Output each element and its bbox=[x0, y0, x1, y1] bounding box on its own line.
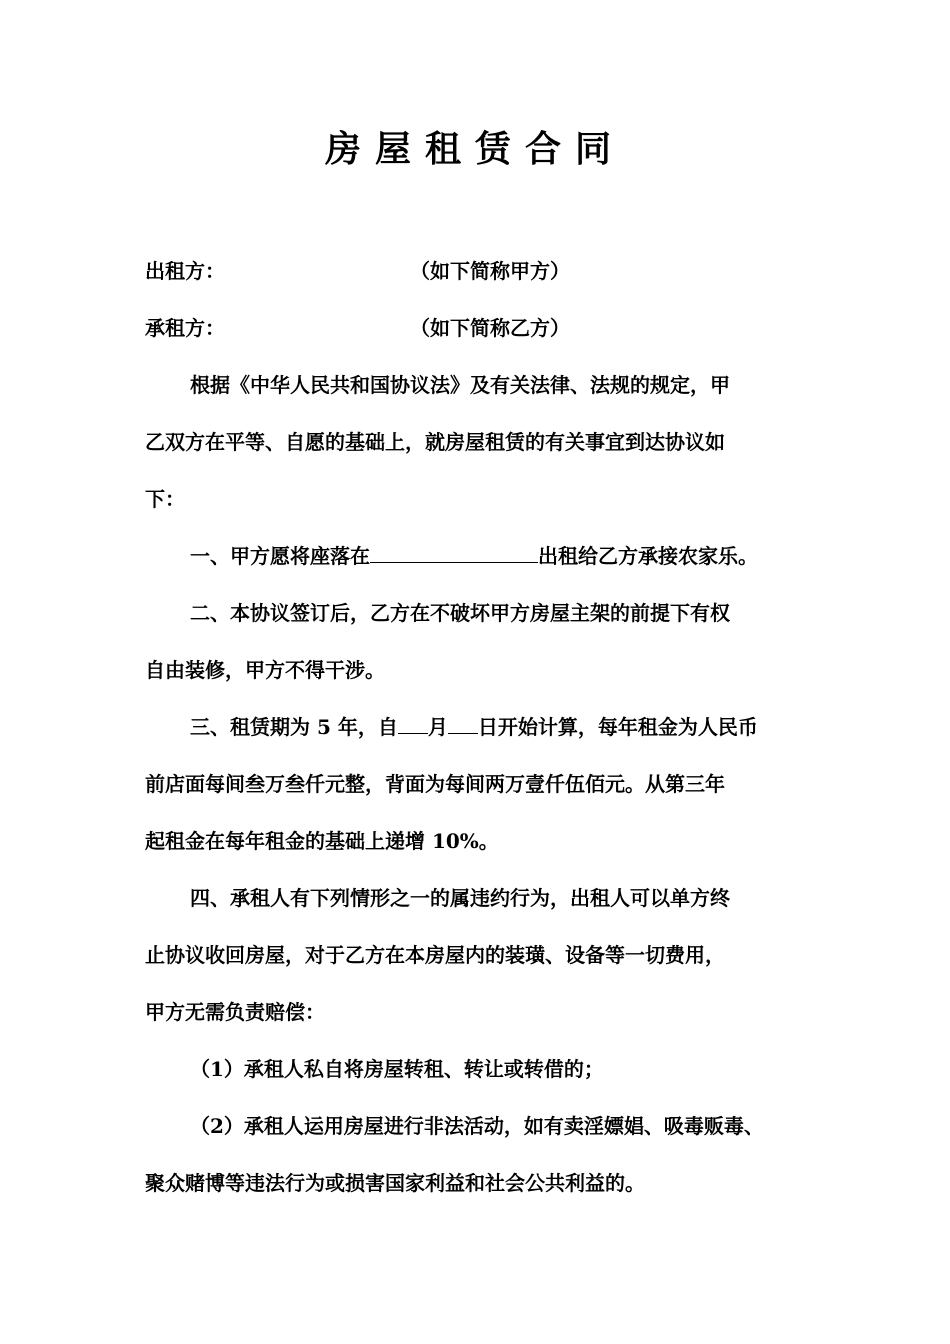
clause-1-before: 一、甲方愿将座落在 bbox=[190, 544, 370, 568]
intro-line-3: 下： bbox=[145, 487, 185, 511]
location-blank bbox=[370, 542, 538, 563]
clause-4-line-1: 四、承租人有下列情形之一的属违约行为，出租人可以单方终 bbox=[190, 886, 730, 910]
lessor-label: 出租方： bbox=[145, 259, 225, 283]
clause-2-line-1: 二、本协议签订后，乙方在不破坏甲方房屋主架的前提下有权 bbox=[190, 601, 730, 625]
clause-1-after: 出租给乙方承接农家乐。 bbox=[538, 544, 758, 568]
clause-3-line-1 bbox=[190, 713, 880, 741]
clause-4-line-3: 甲方无需负责赔偿： bbox=[145, 1000, 325, 1024]
document-title: 房屋租赁合同 bbox=[324, 128, 625, 170]
lessee-line bbox=[145, 314, 835, 342]
intro-line-1: 根据《中华人民共和国协议法》及有关法律、法规的规定，甲 bbox=[190, 373, 730, 397]
item-1: （1）承租人私自将房屋转租、转让或转借的； bbox=[190, 1057, 604, 1081]
day-blank bbox=[448, 713, 478, 734]
item-2-line-2: 聚众赌博等违法行为或损害国家利益和社会公共利益的。 bbox=[145, 1171, 645, 1195]
clause-3-part-2: 月 bbox=[427, 715, 448, 739]
lessor-line bbox=[145, 257, 835, 285]
clause-2-line-2: 自由装修，甲方不得干涉。 bbox=[145, 658, 385, 682]
intro-line-2: 乙双方在平等、自愿的基础上，就房屋租赁的有关事宜到达协议如 bbox=[145, 430, 725, 454]
lessee-note: （如下简称乙方） bbox=[410, 316, 570, 340]
lessor-note: （如下简称甲方） bbox=[410, 259, 570, 283]
clause-3-part-1: 三、租赁期为 5 年，自 bbox=[190, 715, 398, 739]
item-2-line-1: （2）承租人运用房屋进行非法活动，如有卖淫嫖娼、吸毒贩毒、 bbox=[190, 1114, 764, 1138]
clause-3-line-2: 前店面每间叁万叁仟元整，背面为每间两万壹仟伍佰元。从第三年 bbox=[145, 772, 725, 796]
month-blank bbox=[398, 713, 428, 734]
clause-4-line-2: 止协议收回房屋，对于乙方在本房屋内的装璜、设备等一切费用， bbox=[145, 943, 725, 967]
lessee-label: 承租方： bbox=[145, 316, 225, 340]
clause-3-part-3: 日开始计算，每年租金为人民币 bbox=[477, 715, 758, 739]
clause-1 bbox=[190, 542, 880, 570]
clause-3-line-3: 起租金在每年租金的基础上递增 10%。 bbox=[145, 829, 499, 853]
